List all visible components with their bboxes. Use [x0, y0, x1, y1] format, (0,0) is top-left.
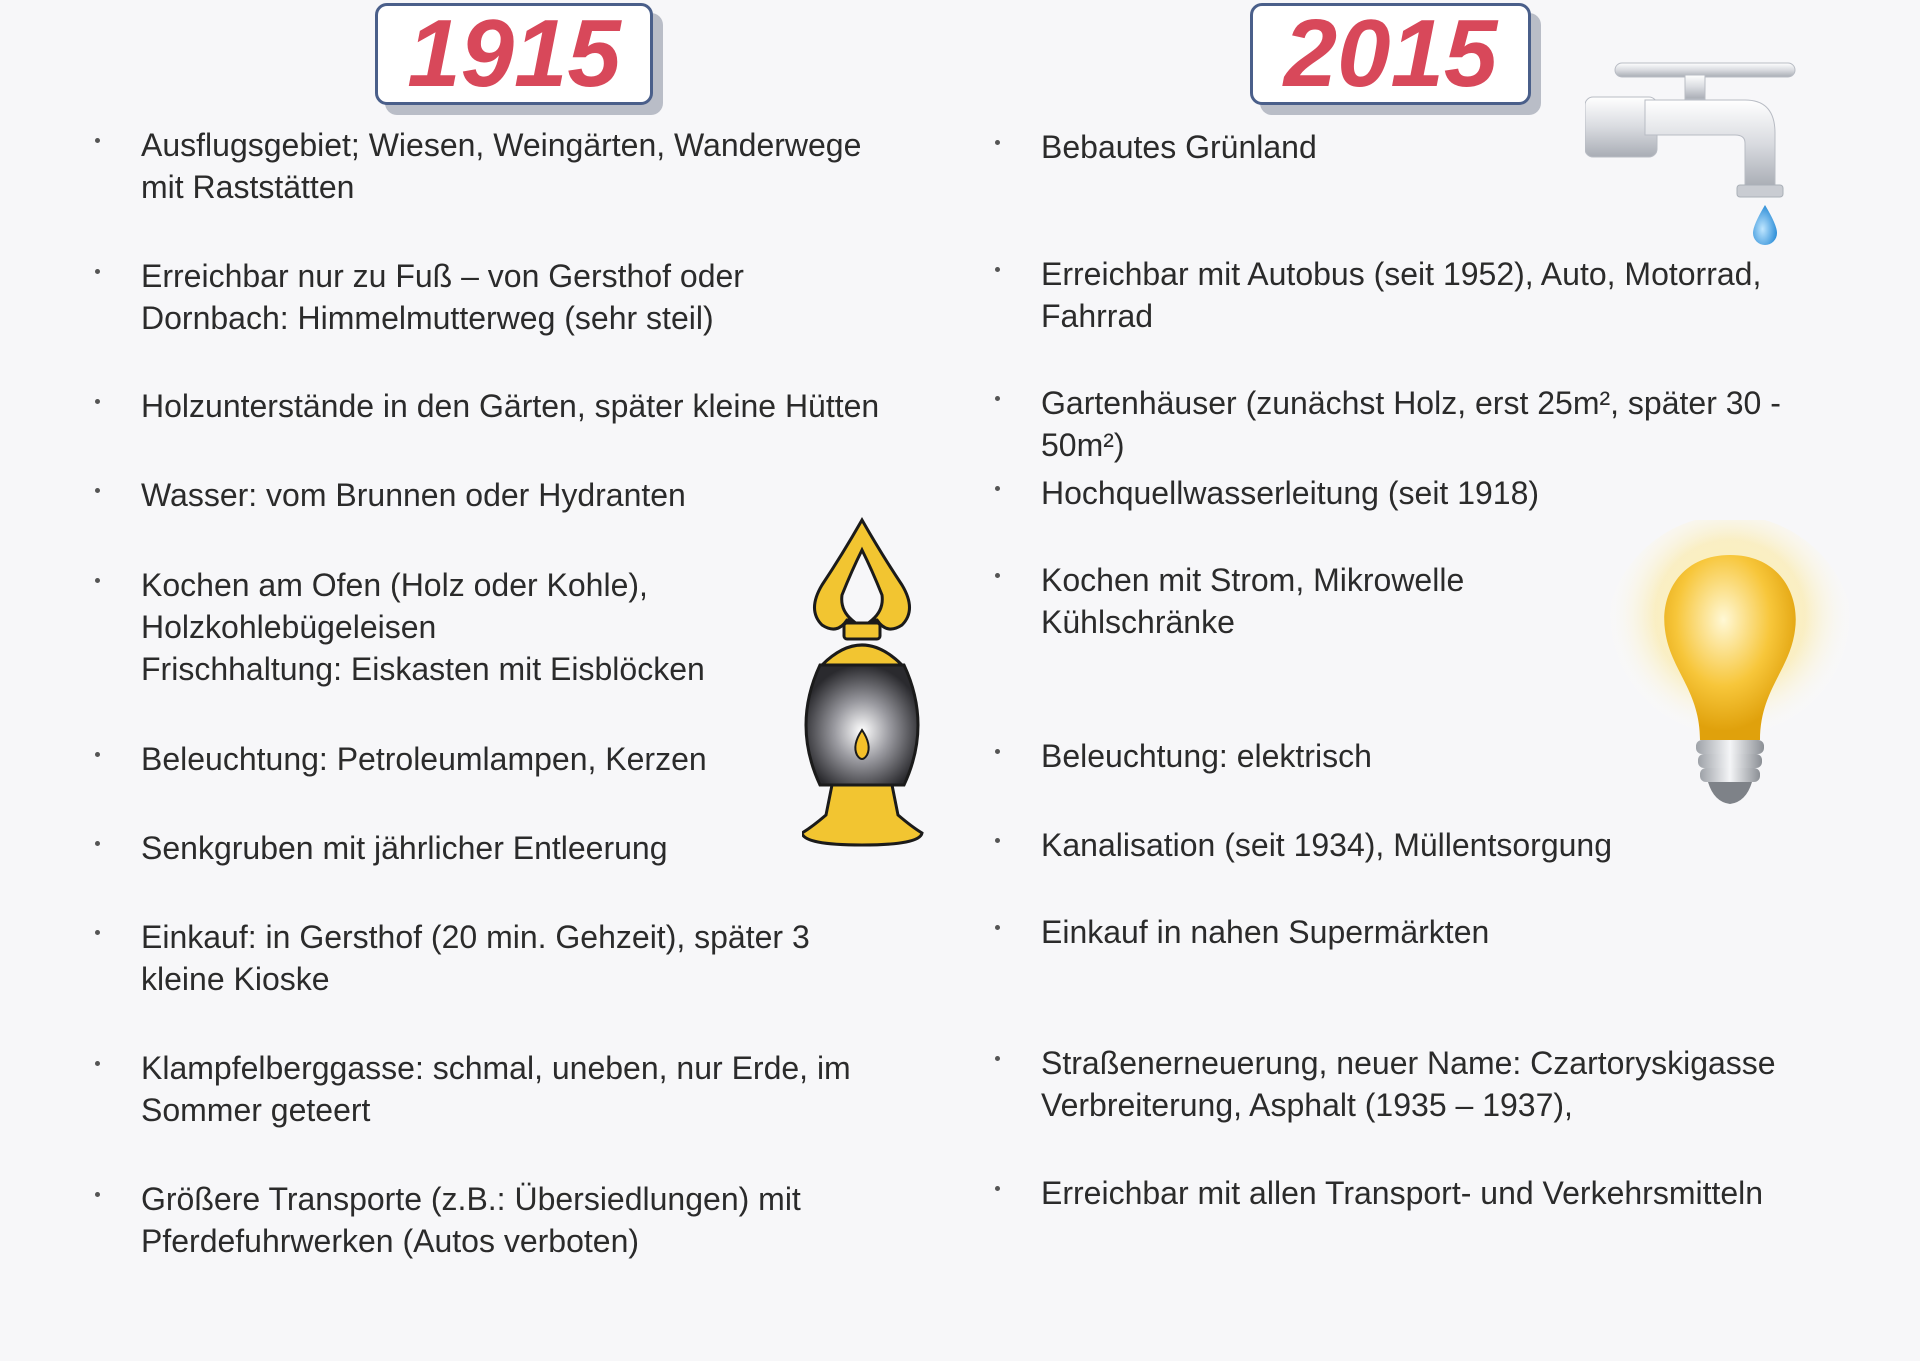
bullet-point — [95, 488, 100, 493]
bullet-point — [95, 841, 100, 846]
item-line: Sommer geteert — [141, 1092, 371, 1128]
item-line: Erreichbar mit allen Transport- und Verkehrsmitteln — [1041, 1175, 1764, 1211]
item-line: Ausflugsgebiet; Wiesen, Weingärten, Wanderwege — [141, 127, 862, 163]
item-line: Senkgruben mit jährlicher Entleerung — [141, 830, 668, 866]
bullet-point — [995, 486, 1000, 491]
bullet-point — [995, 140, 1000, 145]
bullet-point — [95, 578, 100, 583]
bullet-point — [95, 1061, 100, 1066]
bullet-point — [995, 1186, 1000, 1191]
bullet-point — [995, 267, 1000, 272]
item-line: Dornbach: Himmelmutterweg (sehr steil) — [141, 300, 714, 336]
oil-lantern-icon — [802, 515, 932, 860]
item-line: Verbreiterung, Asphalt (1935 – 1937), — [1041, 1087, 1573, 1123]
item-line: Wasser: vom Brunnen oder Hydranten — [141, 477, 686, 513]
water-tap-icon — [1585, 55, 1810, 250]
bullet-point — [95, 138, 100, 143]
item-line: Pferdefuhrwerken (Autos verboten) — [141, 1223, 640, 1259]
item-line: Holzunterstände in den Gärten, später kleine Hütten — [141, 388, 880, 424]
item-line: 50m²) — [1041, 427, 1125, 463]
item-line: kleine Kioske — [141, 961, 330, 997]
bullet-point — [995, 573, 1000, 578]
item-line: Beleuchtung: Petroleumlampen, Kerzen — [141, 741, 707, 777]
item-line: mit Raststätten — [141, 169, 355, 205]
bullet-point — [95, 399, 100, 404]
item-line: Einkauf in nahen Supermärkten — [1041, 914, 1490, 950]
item-line: Erreichbar mit Autobus (seit 1952), Auto, Motorrad, — [1041, 256, 1762, 292]
bullet-point — [95, 269, 100, 274]
bullet-point — [95, 1192, 100, 1197]
item-line: Erreichbar nur zu Fuß – von Gersthof oder — [141, 258, 744, 294]
item-line: Straßenerneuerung, neuer Name: Czartoryskigasse — [1041, 1045, 1776, 1081]
bullet-point — [995, 749, 1000, 754]
bullet-point — [95, 752, 100, 757]
light-bulb-icon — [1600, 520, 1860, 830]
item-line: Gartenhäuser (zunächst Holz, erst 25m², später 30 - — [1041, 385, 1781, 421]
item-line: Kochen mit Strom, Mikrowelle — [1041, 562, 1465, 598]
item-line: Frischhaltung: Eiskasten mit Eisblöcken — [141, 651, 705, 687]
bullet-point — [95, 930, 100, 935]
item-line: Klampfelberggasse: schmal, uneben, nur Erde, im — [141, 1050, 851, 1086]
item-line: Kochen am Ofen (Holz oder Kohle), — [141, 567, 648, 603]
bullet-point — [995, 838, 1000, 843]
item-line: Holzkohlebügeleisen — [141, 609, 437, 645]
bullet-point — [995, 925, 1000, 930]
item-line: Kühlschränke — [1041, 604, 1235, 640]
item-line: Bebautes Grünland — [1041, 129, 1317, 165]
item-line: Fahrrad — [1041, 298, 1154, 334]
item-line: Größere Transporte (z.B.: Übersiedlungen) mit — [141, 1181, 801, 1217]
year-2015-heading: 2015 — [1250, 3, 1531, 105]
item-line: Kanalisation (seit 1934), Müllentsorgung — [1041, 827, 1612, 863]
item-line: Einkauf: in Gersthof (20 min. Gehzeit), später 3 — [141, 919, 810, 955]
bullet-point — [995, 1056, 1000, 1061]
year-1915-heading: 1915 — [375, 3, 653, 105]
bullet-point — [995, 396, 1000, 401]
item-line: Hochquellwasserleitung (seit 1918) — [1041, 475, 1540, 511]
item-line: Beleuchtung: elektrisch — [1041, 738, 1372, 774]
